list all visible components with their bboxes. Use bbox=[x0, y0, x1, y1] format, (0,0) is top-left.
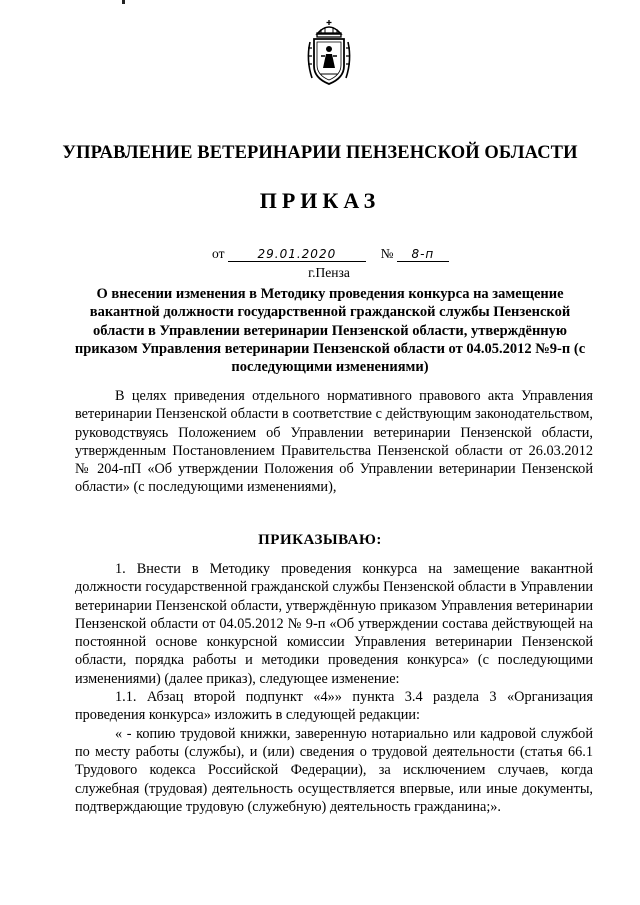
item-1-1: 1.1. Абзац второй подпункт «4»» пункта 3.4 раздела 3 «Организация проведения конкурса» изложить в следующей редакции: bbox=[75, 689, 593, 724]
preamble-block bbox=[75, 387, 593, 497]
scan-mark bbox=[122, 0, 125, 4]
date-value: 29.01.2020 bbox=[228, 247, 366, 262]
document-heading: О внесении изменения в Методику проведения конкурса на замещение вакантной должности государственной гражданской службы Пензенской области в Управлении ветеринарии Пензенской области, утверждённую приказом Управления ветеринарии Пензенской области от 04.05.2012 №9-п (с последующими изменениями) bbox=[74, 286, 586, 376]
date-number-line bbox=[212, 246, 449, 262]
quoted-text: « - копию трудовой книжки, заверенную нотариально или кадровой службой по месту работы (службы), и (или) сведения о трудовой деятельности (статья 66.1 Трудового кодекса Российской Федерации), за исключением случаев, когда служебная (трудовая) деятельность осуществляется впервые, или иные документы, подтверждающие трудовую (служебную) деятельность гражданина;». bbox=[75, 725, 593, 815]
date-prefix: от bbox=[212, 246, 225, 261]
organization-name: УПРАВЛЕНИЕ ВЕТЕРИНАРИИ ПЕНЗЕНСКОЙ ОБЛАСТИ bbox=[62, 143, 578, 163]
order-items bbox=[75, 560, 593, 816]
city: г.Пенза bbox=[308, 265, 350, 280]
item-1: 1. Внести в Методику проведения конкурса на замещение вакантной должности государственной гражданской службы Пензенской области в Управлении ветеринарии Пензенской области, утверждённую приказом Управления ветеринарии Пензенской области от 04.05.2012 № 9-п «Об утверждении состава действующей на постоянной основе конкурсной комиссии Управления ветеринарии Пензенской области, порядка работы и методики проведения конкурса» (с последующими изменениями) (далее приказ), следующее изменение: bbox=[75, 561, 593, 687]
number-value: 8-п bbox=[397, 247, 449, 262]
document-type: ПРИКАЗ bbox=[259, 188, 381, 213]
order-word: ПРИКАЗЫВАЮ: bbox=[258, 532, 382, 548]
preamble-paragraph: В целях приведения отдельного нормативного правового акта Управления ветеринарии Пензенской области в соответствие с действующим законодательством, руководствуясь Положением об Управлении ветеринарии Пензенской области, утвержденным Постановлением Правительства Пензенской области от 26.03.2012 № 204-пП «Об утверждении Положения об Управлении ветеринарии Пензенской области» (с последующими изменениями), bbox=[75, 388, 593, 496]
number-prefix: № bbox=[380, 246, 394, 261]
coat-of-arms-icon bbox=[304, 18, 354, 88]
